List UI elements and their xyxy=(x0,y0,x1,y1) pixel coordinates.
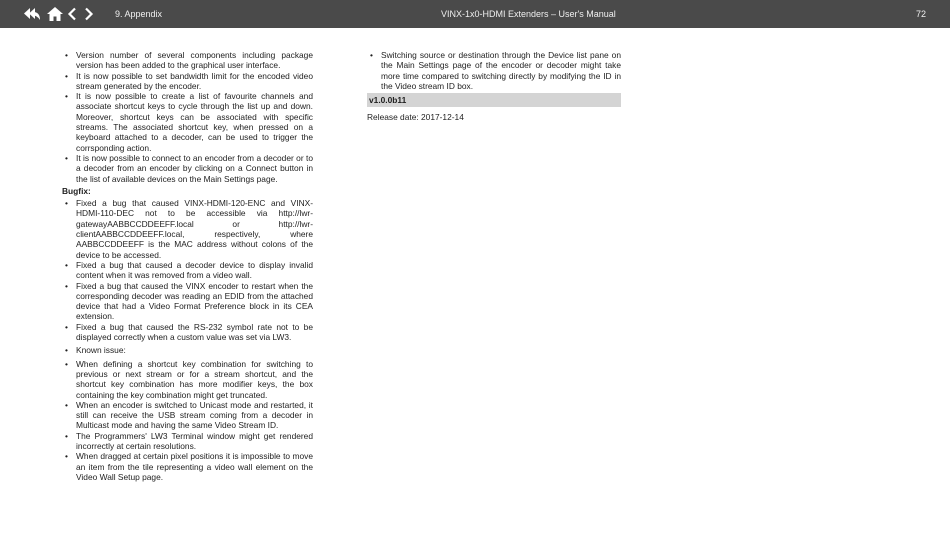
release-date: Release date: 2017-12-14 xyxy=(367,112,464,123)
list-item: • When an encoder is switched to Unicast mode and restarted, it still can receive the USB stream coming from a decoder in Multicast mode and having the same Video Stream ID. xyxy=(62,400,313,431)
list-item: • It is now possible to create a list of favourite channels and associate shortcut keys to cycle through the list up and down. Moreover, shortcut keys can be associated with specific streams. The associated shortcut key, when pressed on a keyboard attached to a decoder, can be used to trigger the corrsponding action. xyxy=(62,91,313,153)
chevron-left-icon[interactable] xyxy=(66,4,78,24)
list-item: • Fixed a bug that caused the VINX encoder to restart when the corresponding decoder was reading an EDID from the attached device that had a Video Format Preference block in its CEA extension. xyxy=(62,281,313,322)
right-column xyxy=(367,50,621,122)
bugfix-heading: Bugfix: xyxy=(62,185,91,196)
bugfix-list xyxy=(62,198,313,482)
list-item: • When defining a shortcut key combination for switching to previous or next stream or for a stream shortcut, and the shortcut key combination has more modifier keys, the box containing the key combination might get truncated. xyxy=(62,359,313,400)
list-item: • The Programmers' LW3 Terminal window might get rendered incorrectly at certain resolutions. xyxy=(62,431,313,452)
list-item: • Fixed a bug that caused the RS-232 symbol rate not to be displayed correctly when a custom value was set via LW3. xyxy=(62,322,313,343)
chevron-right-icon[interactable] xyxy=(83,4,95,24)
list-item: • Fixed a bug that caused a decoder device to display invalid content when it was removed from a video wall. xyxy=(62,260,313,281)
home-icon[interactable] xyxy=(45,4,65,24)
known-issue-list-continued xyxy=(367,50,621,91)
list-item: • Version number of several components including package version has been added to the graphical user interface. xyxy=(62,50,313,71)
document-title: VINX-1x0-HDMI Extenders – User's Manual xyxy=(441,9,616,19)
feature-list xyxy=(62,50,313,184)
back-return-icon[interactable] xyxy=(22,4,42,24)
page-number: 72 xyxy=(915,9,926,19)
list-item: • Fixed a bug that caused VINX-HDMI-120-ENC and VINX-HDMI-110-DEC not to be accessible via http://lwr-gatewayAABBCCDDEEFF.local or http://lwr-clientAABBCCDDEEFF.local, respectively, where AABBCCDDEEFF is the MAC address without colons of the device to be accessed. xyxy=(62,198,313,260)
list-item: • Switching source or destination through the Device list pane on the Main Settings page of the encoder or decoder might take more time compared to switching directly by modifying the ID in the Video stream ID box. xyxy=(367,50,621,91)
known-issue-heading: • Known issue: xyxy=(62,345,313,355)
list-item: • It is now possible to connect to an encoder from a decoder or to a decoder from an encoder by clicking on a Connect button in the list of available devices on the Main Settings page. xyxy=(62,153,313,184)
list-item: • When dragged at certain pixel positions it is impossible to move an item from the tile representing a video wall element on the Video Wall Setup page. xyxy=(62,451,313,482)
top-navigation-bar xyxy=(0,0,950,28)
list-item: • It is now possible to set bandwidth limit for the encoded video stream generated by the encoder. xyxy=(62,71,313,92)
version-heading: v1.0.0b11 xyxy=(367,93,621,107)
left-column xyxy=(62,50,313,482)
section-label[interactable]: 9. Appendix xyxy=(115,9,163,19)
